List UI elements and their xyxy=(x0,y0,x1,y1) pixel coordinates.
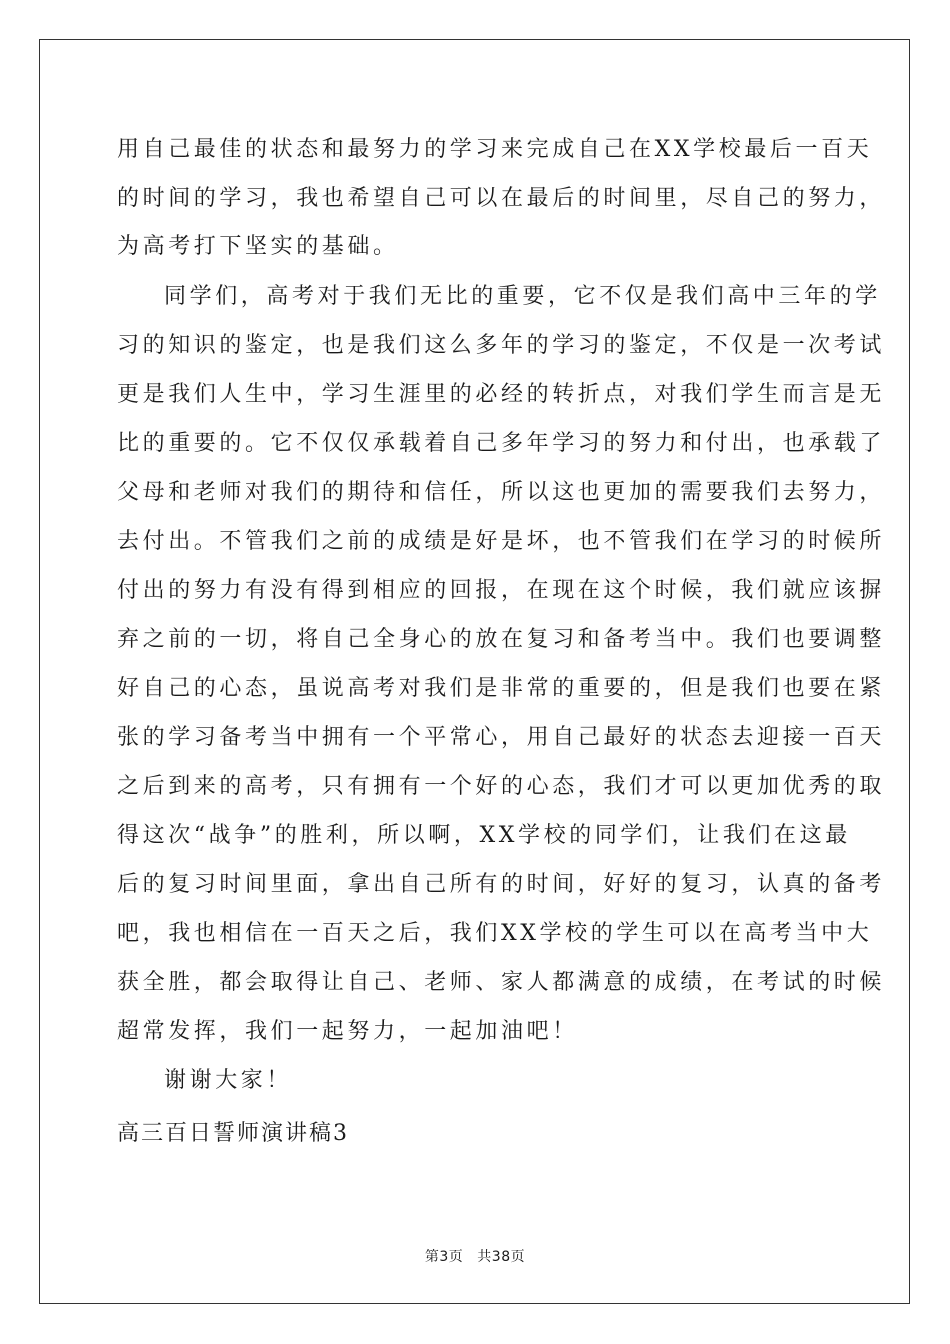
paragraph-line: 吧，我也相信在一百天之后，我们XX学校的学生可以在高考当中大 xyxy=(117,921,873,946)
paragraph-line: 超常发挥，我们一起努力，一起加油吧！ xyxy=(117,1019,578,1044)
page-footer xyxy=(0,1246,950,1266)
paragraph-line: 后的复习时间里面，拿出自己所有的时间，好好的复习，认真的备考 xyxy=(117,872,886,897)
closing-line: 谢谢大家！ xyxy=(164,1068,293,1093)
paragraph-line: 习的知识的鉴定，也是我们这么多年的学习的鉴定，不仅是一次考试 xyxy=(117,333,886,358)
paragraph-line: 比的重要的。它不仅仅承载着自己多年学习的努力和付出，也承载了 xyxy=(117,431,886,456)
section-heading: 高三百日誓师演讲稿3 xyxy=(117,1121,349,1146)
paragraph-line: 更是我们人生中，学习生涯里的必经的转折点，对我们学生而言是无 xyxy=(117,382,886,407)
paragraph-line: 去付出。不管我们之前的成绩是好是坏，也不管我们在学习的时候所 xyxy=(117,529,886,554)
paragraph-line: 好自己的心态，虽说高考对我们是非常的重要的，但是我们也要在紧 xyxy=(117,676,886,701)
paragraph-line: 用自己最佳的状态和最努力的学习来完成自己在XX学校最后一百天 xyxy=(117,137,873,162)
paragraph-line: 付出的努力有没有得到相应的回报，在现在这个时候，我们就应该摒 xyxy=(117,578,886,603)
paragraph-line: 为高考打下坚实的基础。 xyxy=(117,234,399,259)
paragraph-line: 得这次“战争”的胜利，所以啊，XX学校的同学们，让我们在这最 xyxy=(117,823,851,848)
page-border xyxy=(39,39,910,1304)
page-total: 共38页 xyxy=(477,1249,526,1265)
paragraph-line: 张的学习备考当中拥有一个平常心，用自己最好的状态去迎接一百天 xyxy=(117,725,886,750)
paragraph-line: 弃之前的一切，将自己全身心的放在复习和备考当中。我们也要调整 xyxy=(117,627,886,652)
page-number: 第3页 xyxy=(424,1249,464,1265)
paragraph-line: 同学们，高考对于我们无比的重要，它不仅是我们高中三年的学 xyxy=(164,284,881,309)
paragraph-line: 获全胜，都会取得让自己、老师、家人都满意的成绩，在考试的时候 xyxy=(117,970,886,995)
paragraph-line: 父母和老师对我们的期待和信任，所以这也更加的需要我们去努力， xyxy=(117,480,886,505)
paragraph-line: 之后到来的高考，只有拥有一个好的心态，我们才可以更加优秀的取 xyxy=(117,774,886,799)
paragraph-line: 的时间的学习，我也希望自己可以在最后的时间里，尽自己的努力， xyxy=(117,186,886,211)
